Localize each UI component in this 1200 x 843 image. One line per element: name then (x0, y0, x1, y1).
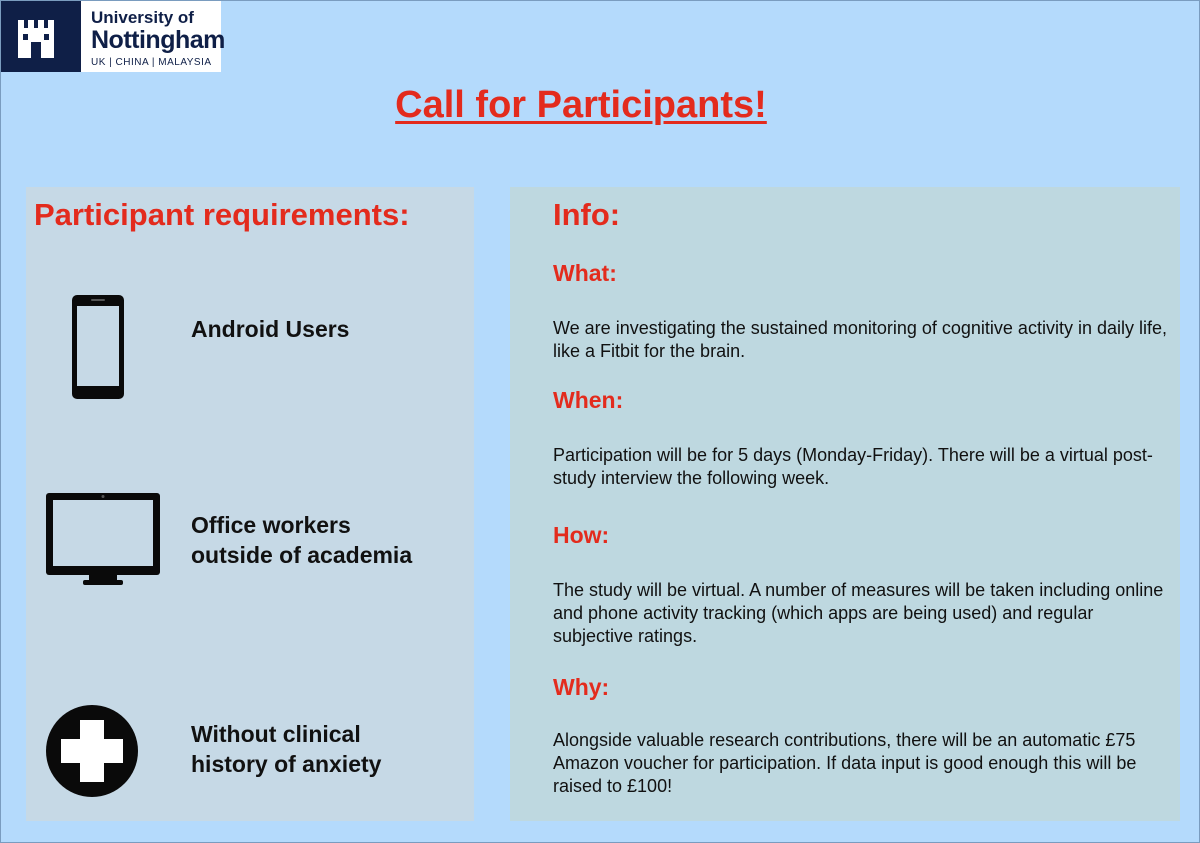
info-section-heading-why: Why: (553, 674, 610, 700)
requirements-heading: Participant requirements: (34, 197, 410, 232)
monitor-icon (45, 492, 161, 591)
info-section-text-why: Alongside valuable research contributions, there will be an automatic £75 Amazon voucher for participation. If data input is good enough this will be raised to £100! (553, 730, 1137, 796)
logo-line-2: Nottingham (91, 26, 225, 54)
university-wordmark (81, 1, 225, 72)
page-title: Call for Participants! (395, 84, 767, 126)
university-logo (1, 1, 225, 72)
castle-crest-icon (1, 1, 71, 72)
info-section-text-when: Participation will be for 5 days (Monday-Friday). There will be a virtual post-study interview the following week. (553, 445, 1153, 488)
requirement-label: Android Users (191, 316, 350, 342)
requirement-label: Without clinical history of anxiety (191, 721, 382, 777)
requirement-item (26, 292, 474, 402)
logo-line-3: UK | CHINA | MALAYSIA (91, 57, 212, 68)
info-heading: Info: (553, 197, 621, 232)
requirements-panel (26, 187, 474, 821)
requirement-item (26, 704, 474, 804)
info-section-heading-how: How: (553, 522, 610, 548)
medical-cross-icon (45, 704, 139, 803)
logo-line-1: University of (91, 8, 194, 27)
info-section-heading-when: When: (553, 387, 624, 413)
info-section-heading-what: What: (553, 260, 617, 286)
info-panel (510, 187, 1180, 821)
requirement-label: Office workers outside of academia (191, 512, 413, 568)
info-section-text-how: The study will be virtual. A number of measures will be taken including online and phone activity tracking (which apps are being used) and regular subjective ratings. (553, 580, 1164, 646)
info-section-text-what: We are investigating the sustained monitoring of cognitive activity in daily life, like a Fitbit for the brain. (553, 318, 1167, 361)
requirement-item (26, 490, 474, 590)
smartphone-icon (71, 294, 125, 405)
